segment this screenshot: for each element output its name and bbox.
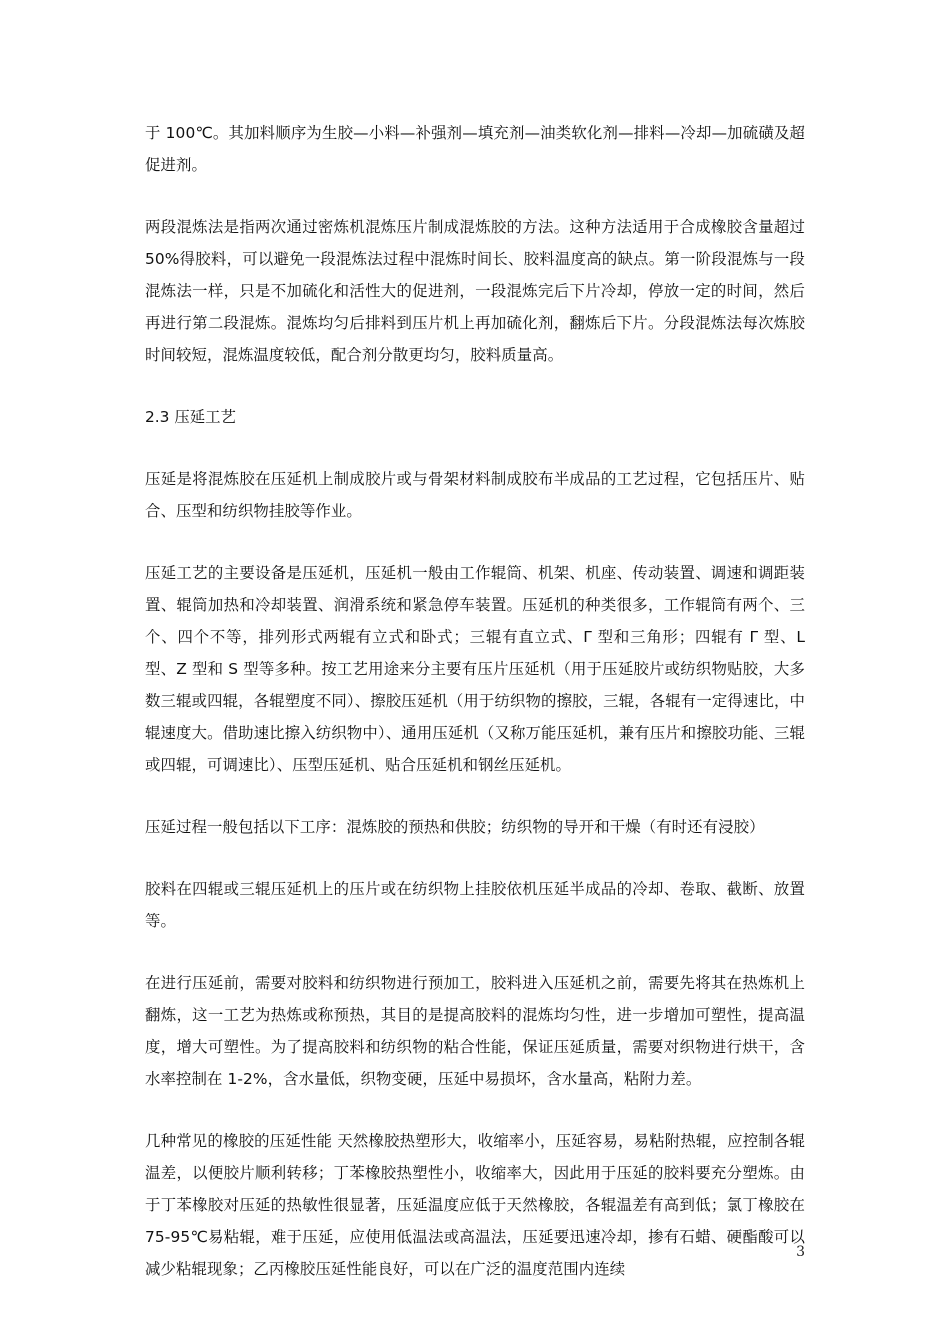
paragraph-calender-equipment: 压延工艺的主要设备是压延机，压延机一般由工作辊筒、机架、机座、传动装置、调速和调距装置、辊筒加热和冷却装置、润滑系统和紧急停车装置。压延机的种类很多，工作辊筒有两个、三个、四个不等，排列形式两辊有立式和卧式；三辊有直立式、Γ 型和三角形；四辊有 Γ 型、L 型、Z 型和 S 型等多种。按工艺用途来分主要有压片压延机（用于压延胶片或纺织物贴胶，大多数三辊或四辊，各辊塑度不同）、擦胶压延机（用于纺织物的擦胶，三辊，各辊有一定得速比，中辊速度大。借助速比擦入纺织物中）、通用压延机（又称万能压延机，兼有压片和擦胶功能、三辊或四辊，可调速比）、压型压延机、贴合压延机和钢丝压延机。 [145, 564, 805, 774]
paragraph-two-stage-mixing: 两段混炼法是指两次通过密炼机混炼压片制成混炼胶的方法。这种方法适用于合成橡胶含量超过 50%得胶料，可以避免一段混炼法过程中混炼时间长、胶料温度高的缺点。第一阶段混炼与一段混炼法一样，只是不加硫化和活性大的促进剂，一段混炼完后下片冷却，停放一定的时间，然后再进行第二段混炼。混炼均匀后排料到压片机上再加硫化剂，翻炼后下片。分段混炼法每次炼胶时间较短，混炼温度较低，配合剂分散更均匀，胶料质量高。 [145, 218, 805, 364]
document-page [145, 117, 805, 1315]
paragraph-mixing-order: 于 100℃。其加料顺序为生胶—小料—补强剂—填充剂—油类软化剂—排料—冷却—加硫磺及超促进剂。 [145, 124, 805, 174]
page-number: 3 [796, 1244, 805, 1260]
section-heading-calendering: 2.3 压延工艺 [145, 408, 236, 426]
paragraph-calendering-definition: 压延是将混炼胶在压延机上制成胶片或与骨架材料制成胶布半成品的工艺过程，它包括压片、贴合、压型和纺织物挂胶等作业。 [145, 470, 805, 520]
paragraph-calendering-post-process: 胶料在四辊或三辊压延机上的压片或在纺织物上挂胶依机压延半成品的冷却、卷取、截断、放置等。 [145, 880, 805, 930]
paragraph-rubber-calendering-properties: 几种常见的橡胶的压延性能 天然橡胶热塑形大，收缩率小，压延容易，易粘附热辊，应控制各辊温差，以便胶片顺利转移；丁苯橡胶热塑性小，收缩率大，因此用于压延的胶料要充分塑炼。由于丁苯橡胶对压延的热敏性很显著，压延温度应低于天然橡胶，各辊温差有高到低；氯丁橡胶在 75-95℃易粘辊，难于压延，应使用低温法或高温法，压延要迅速冷却，掺有石蜡、硬酯酸可以减少粘辊现象；乙丙橡胶压延性能良好，可以在广泛的温度范围内连续 [145, 1132, 805, 1278]
paragraph-calendering-steps: 压延过程一般包括以下工序：混炼胶的预热和供胶；纺织物的导开和干燥（有时还有浸胶） [145, 818, 765, 836]
paragraph-pre-processing: 在进行压延前，需要对胶料和纺织物进行预加工，胶料进入压延机之前，需要先将其在热炼机上翻炼，这一工艺为热炼或称预热，其目的是提高胶料的混炼均匀性，进一步增加可塑性，提高温度，增大可塑性。为了提高胶料和纺织物的粘合性能，保证压延质量，需要对织物进行烘干，含水率控制在 1-2%，含水量低，织物变硬，压延中易损坏，含水量高，粘附力差。 [145, 974, 805, 1088]
